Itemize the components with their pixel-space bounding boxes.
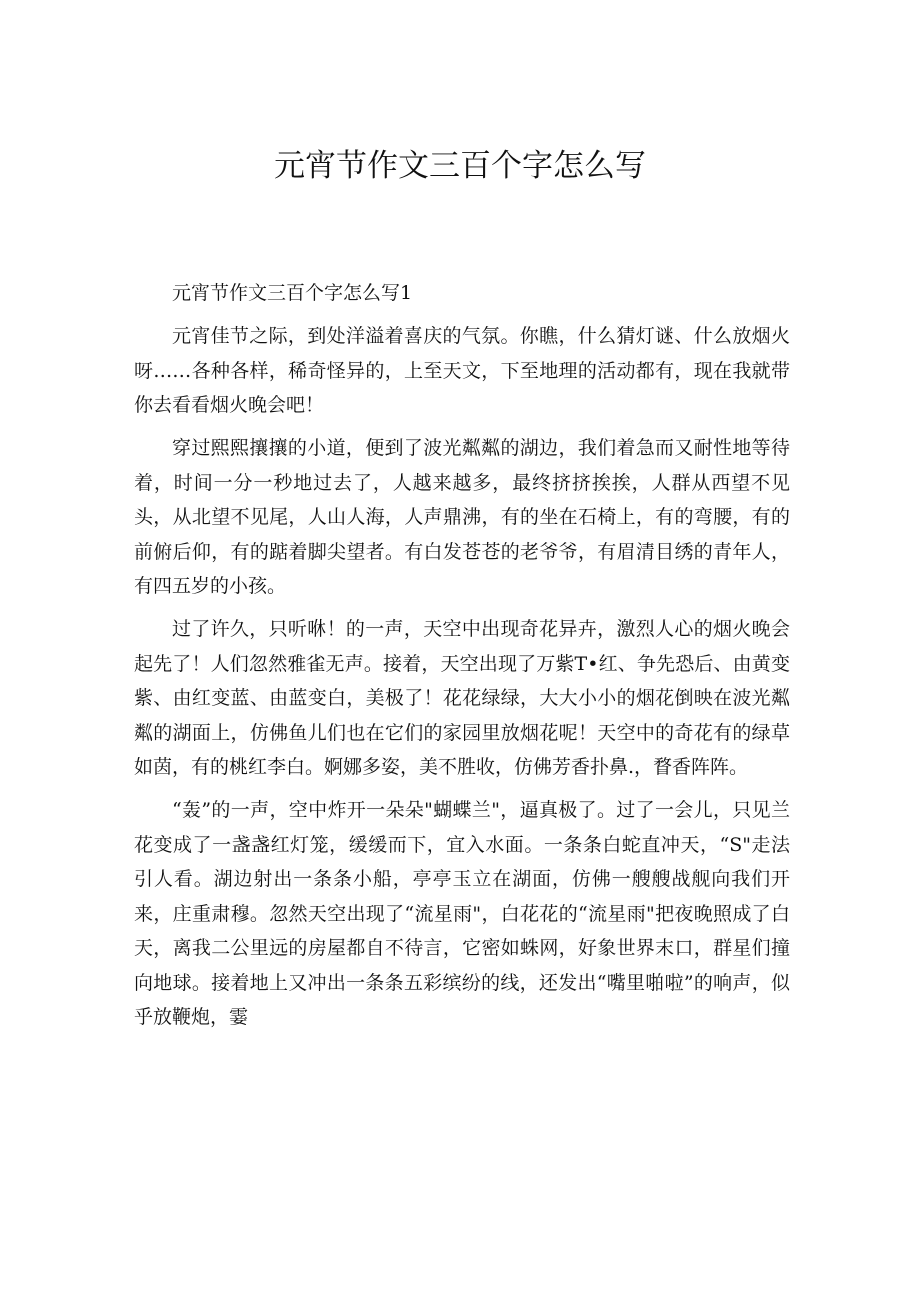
paragraph-3: 过了许久，只听咻！的一声，天空中出现奇花异卉，激烈人心的烟火晚会起先了！人们忽然雅雀无声。接着，天空出现了万紫T•红、争先恐后、由黄变紫、由红变蓝、由蓝变白，美极了！花花绿绿，大大小小的烟花倒映在波光粼粼的湖面上，仿佛鱼儿们也在它们的家园里放烟花呢！天空中的奇花有的绿草如茵，有的桃红李白。婀娜多姿，美不胜收，仿佛芳香扑鼻.，瞀香阵阵。 (134, 618, 790, 778)
document-title: 元宵节作文三百个字怎么写 (274, 148, 646, 184)
document-body (134, 276, 790, 1043)
paragraph-1: 元宵佳节之际，到处洋溢着喜庆的气氛。你瞧，什么猜灯谜、什么放烟火呀……各种各样，稀奇怪异的，上至天文，下至地理的活动都有，现在我就带你去看看烟火晚会吧！ (134, 325, 790, 416)
paragraph-2: 穿过熙熙攘攘的小道，便到了波光粼粼的湖边，我们着急而又耐性地等待着，时间一分一秒地过去了，人越来越多，最终挤挤挨挨，人群从西望不见头，从北望不见尾，人山人海，人声鼎沸，有的坐在石椅上，有的弯腰，有的前俯后仰，有的踮着脚尖望者。有白发苍苍的老爷爷，有眉清目绣的青年人，有四五岁的小孩。 (134, 437, 790, 597)
paragraph-4: “轰”的一声，空中炸开一朵朵"蝴蝶兰"，逼真极了。过了一会儿，只见兰花变成了一盏盏红灯笼，缓缓而下，宜入水面。一条条白蛇直冲天，“S"走法引人看。湖边射出一条条小船，亭亭玉立在湖面，仿佛一艘艘战舰向我们开来，庄重肃穆。忽然天空出现了“流星雨"，白花花的“流星雨"把夜晚照成了白天，离我二公里远的房屋都自不待言，它密如蛛网，好象世界末口，群星们撞向地球。接着地上又冲出一条条五彩缤纷的线，还发出“嘴里啪啦”的响声，似乎放鞭炮，霎 (134, 799, 790, 1028)
section-heading: 元宵节作文三百个字怎么写1 (172, 282, 413, 304)
